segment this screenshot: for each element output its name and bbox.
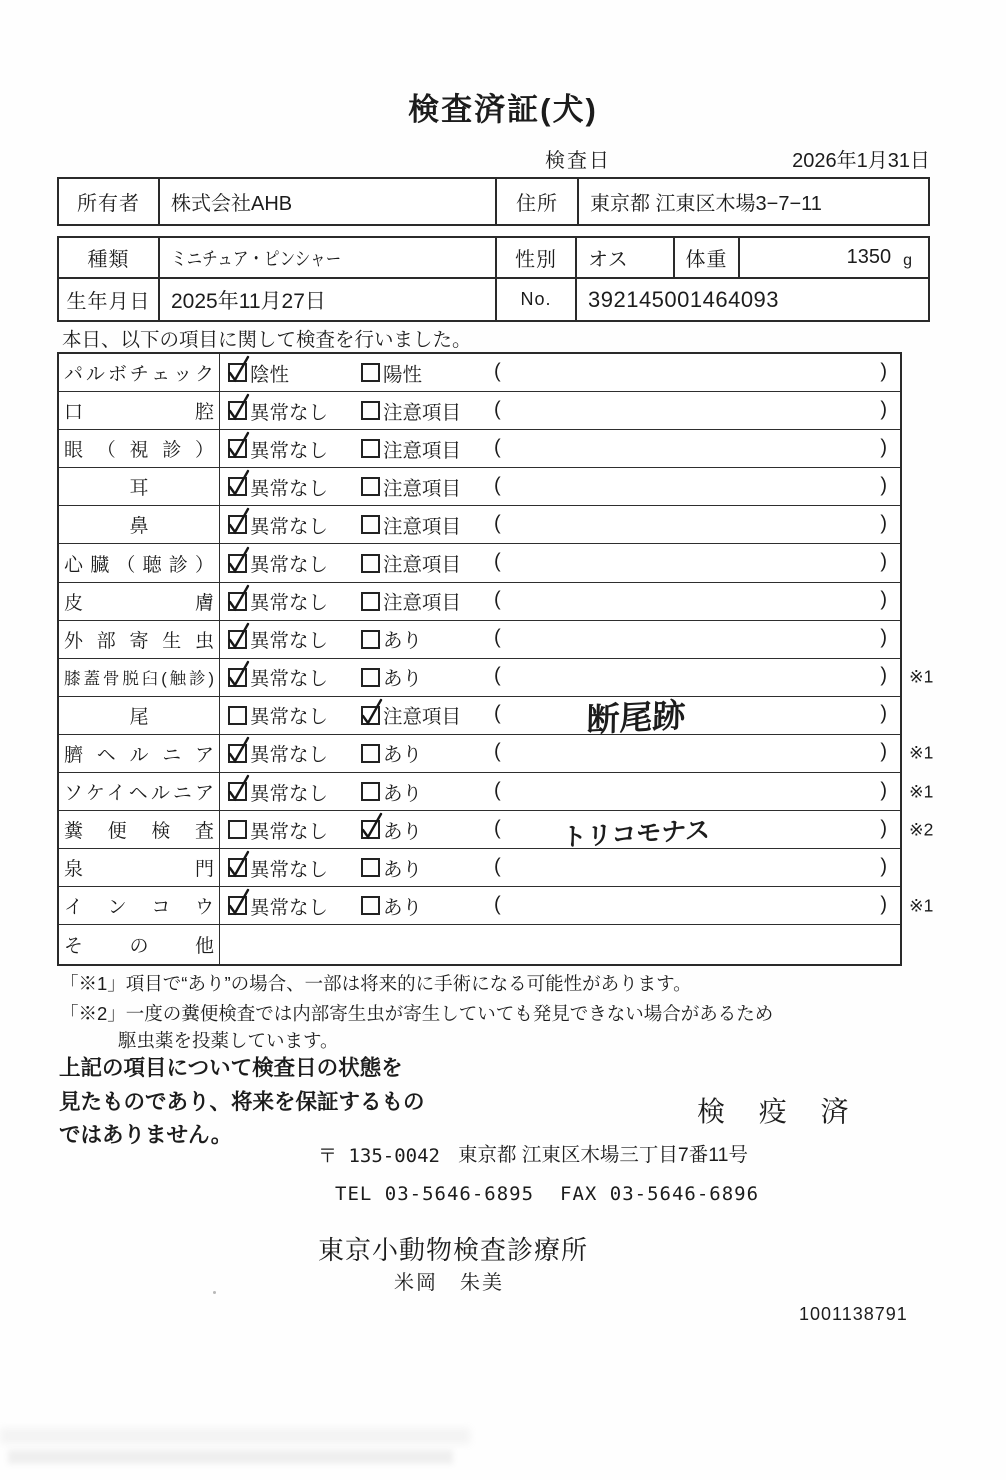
checkbox-caution [361, 439, 380, 458]
option-label: 注意項目 [383, 477, 462, 500]
option-label: 異常なし [250, 515, 329, 538]
exam-item-label: 泉門 [64, 859, 214, 881]
paren-open: ( [494, 778, 501, 801]
checkbox-present [361, 820, 380, 839]
option-2 [361, 701, 461, 729]
option-2 [361, 739, 422, 767]
checkbox-caution [361, 554, 380, 573]
check-mark-icon [226, 657, 252, 691]
checkbox-normal [228, 515, 247, 534]
option-1 [228, 473, 328, 501]
exam-item-label: 臍ヘルニア [64, 744, 214, 766]
checkbox-normal [228, 858, 247, 877]
paren-open: ( [494, 855, 501, 878]
option-label: 注意項目 [383, 515, 462, 538]
option-label: あり [383, 744, 423, 767]
checkbox-normal [228, 820, 247, 839]
paren-open: ( [494, 626, 501, 649]
option-label: 陰性 [250, 363, 290, 386]
address-value: 東京都 江東区木場3−7−11 [590, 193, 822, 215]
checkbox-caution [361, 706, 380, 725]
scan-speck [213, 1291, 216, 1294]
exam-row-mouth [59, 392, 900, 430]
checkbox-present [361, 744, 380, 763]
option-2 [361, 587, 461, 615]
option-1 [228, 511, 328, 539]
option-1 [228, 854, 328, 882]
clinic-address: 東京都 江東区木場三丁目7番11号 [458, 1144, 749, 1166]
option-1 [228, 739, 328, 767]
footnote-1: 「※1」項目で“あり”の場合、一部は将来的に手術になる可能性があります。 [60, 973, 692, 994]
exam-row-parvo [59, 354, 900, 392]
checkbox-normal [228, 630, 247, 649]
option-2 [361, 663, 422, 691]
option-label: あり [383, 858, 423, 881]
birth-label: 生年月日 [59, 279, 160, 320]
paren-open: ( [494, 550, 501, 573]
option-label: 異常なし [250, 592, 329, 615]
exam-item-label: ソケイヘルニア [64, 783, 214, 805]
check-mark-icon [226, 543, 252, 577]
checkbox-caution [361, 477, 380, 496]
clinic-postal-code: 〒 135-0042 [318, 1145, 440, 1167]
sex-value: オス [577, 238, 675, 277]
option-2 [361, 397, 461, 425]
paren-open: ( [494, 474, 501, 497]
option-2 [361, 778, 422, 806]
option-label: あり [383, 782, 423, 805]
check-mark-icon [226, 885, 252, 919]
exam-item-label: パルボチェック [64, 364, 214, 386]
checkbox-normal [228, 896, 247, 915]
clinic-fax: FAX 03-5646-6896 [560, 1183, 760, 1205]
option-label: あり [383, 630, 423, 653]
option-1 [228, 816, 328, 844]
option-label: 注意項目 [383, 554, 462, 577]
option-label: 異常なし [250, 668, 329, 691]
paren-close: ) [880, 664, 887, 687]
exam-row-ectoparasites [59, 621, 900, 659]
footnote-mark: ※1 [909, 895, 934, 916]
checkbox-positive [361, 363, 380, 382]
owner-value: 株式会社AHB [160, 179, 497, 224]
option-2 [361, 625, 422, 653]
checkbox-present [361, 896, 380, 915]
weight-number: 1350 [846, 246, 892, 268]
option-2 [361, 435, 461, 463]
option-1 [228, 549, 328, 577]
checkbox-normal [228, 668, 247, 687]
exam-item-label: 膝蓋骨脱臼(触診) [64, 670, 214, 689]
option-label: あり [383, 668, 423, 691]
exam-row-umbilical-hernia [59, 735, 934, 773]
checkbox-normal [228, 401, 247, 420]
exam-row-fontanelle [59, 849, 900, 887]
page-title: 検査済証(犬) [408, 92, 598, 127]
option-1 [228, 663, 328, 691]
paren-close: ) [880, 588, 887, 611]
clinic-tel: TEL 03-5646-6895 [335, 1183, 535, 1205]
exam-item-label: 口腔 [64, 402, 214, 424]
paren-close: ) [880, 893, 887, 916]
checkbox-normal [228, 554, 247, 573]
scan-smudge [0, 1428, 470, 1444]
paren-close: ) [880, 512, 887, 535]
exam-date-value: 2026年1月31日 [792, 150, 930, 172]
registration-no-label: No. [497, 279, 577, 320]
paren-close: ) [880, 359, 887, 382]
option-label: 注意項目 [383, 706, 462, 729]
option-label: あり [383, 896, 423, 919]
exam-row-eyes [59, 430, 900, 468]
paren-close: ) [880, 817, 887, 840]
check-mark-icon [226, 428, 252, 462]
option-1 [228, 397, 328, 425]
exam-row-patella [59, 659, 934, 697]
owner-label: 所有者 [59, 179, 160, 224]
checkbox-normal [228, 782, 247, 801]
option-2 [361, 511, 461, 539]
option-label: 異常なし [250, 820, 329, 843]
option-label: 異常なし [250, 630, 329, 653]
handwritten-note [516, 348, 756, 361]
footnote-mark: ※2 [909, 819, 934, 840]
exam-item-label: 糞便検査 [64, 821, 214, 843]
exam-item-label: 鼻 [129, 516, 149, 538]
exam-table [57, 352, 934, 966]
option-label: 異常なし [250, 744, 329, 767]
breed-label: 種類 [59, 238, 160, 277]
checkbox-present [361, 630, 380, 649]
option-2 [361, 892, 422, 920]
check-mark-icon [359, 695, 385, 729]
disclaimer [59, 1052, 425, 1153]
footnote-2-line2: 駆虫薬を投薬しています。 [118, 1030, 339, 1051]
option-label: 異常なし [250, 896, 329, 919]
check-mark-icon [226, 504, 252, 538]
breed-value [160, 238, 497, 277]
option-label: あり [383, 820, 423, 843]
exam-date-label: 検査日 [545, 150, 611, 172]
check-mark-icon [226, 352, 252, 386]
clinic-contact [335, 1183, 759, 1205]
checkbox-normal [228, 592, 247, 611]
option-label: 異常なし [250, 554, 329, 577]
checkbox-negative [228, 363, 247, 382]
checkbox-caution [361, 592, 380, 611]
paren-close: ) [880, 855, 887, 878]
check-mark-icon [226, 619, 252, 653]
veterinarian-name: 米岡 朱美 [394, 1272, 504, 1294]
option-2 [361, 549, 461, 577]
registration-no-value: 392145001464093 [588, 286, 780, 312]
option-label: 注意項目 [383, 592, 462, 615]
pet-table [57, 236, 930, 322]
paren-close: ) [880, 626, 887, 649]
checkbox-present [361, 668, 380, 687]
footnote-mark: ※1 [909, 666, 934, 687]
exam-row-skin [59, 583, 900, 621]
option-1 [228, 701, 328, 729]
paren-open: ( [494, 702, 501, 725]
exam-item-label: 外部寄生虫 [64, 630, 214, 652]
exam-row-heart [59, 544, 900, 582]
other-empty-cell [220, 925, 900, 963]
owner-table [57, 177, 930, 226]
checkbox-normal [228, 439, 247, 458]
paren-close: ) [880, 550, 887, 573]
checkbox-present [361, 858, 380, 877]
paren-open: ( [494, 436, 501, 459]
footnote-mark: ※1 [909, 742, 934, 763]
birth-value: 2025年11月27日 [160, 279, 497, 320]
exam-row-tail [59, 695, 900, 740]
serial-number: 1001138791 [799, 1304, 908, 1324]
option-label: 異常なし [250, 439, 329, 462]
checkbox-present [361, 782, 380, 801]
option-label: 異常なし [250, 477, 329, 500]
exam-row-nose [59, 506, 900, 544]
weight-value [740, 238, 928, 277]
check-mark-icon [359, 809, 385, 843]
option-2 [361, 359, 422, 387]
exam-item-label: インコウ [64, 897, 214, 919]
check-mark-icon [226, 581, 252, 615]
handwritten-note-fecal: トリコモナス [561, 815, 711, 853]
weight-unit: g [903, 251, 912, 269]
check-mark-icon [226, 771, 252, 805]
paren-open: ( [494, 893, 501, 916]
exam-item-label: 眼（視診） [64, 440, 214, 462]
scan-smudge [8, 1450, 453, 1464]
checkbox-normal [228, 706, 247, 725]
paren-open: ( [494, 817, 501, 840]
option-2 [361, 473, 461, 501]
paren-close: ) [880, 778, 887, 801]
paren-close: ) [880, 436, 887, 459]
paren-close: ) [880, 474, 887, 497]
disclaimer-line2: 見たものであり、将来を保証するもの [59, 1089, 425, 1114]
handwritten-note-tail: 断尾跡 [586, 695, 686, 740]
address-label: 住所 [497, 179, 579, 224]
exam-row-ears [59, 468, 900, 506]
paren-close: ) [880, 397, 887, 420]
option-1 [228, 587, 328, 615]
check-mark-icon [226, 847, 252, 881]
exam-row-other [59, 925, 900, 963]
exam-item-label: 皮膚 [64, 592, 214, 614]
sex-label: 性別 [497, 238, 577, 277]
option-label: 注意項目 [383, 401, 462, 424]
paren-open: ( [494, 359, 501, 382]
exam-row-inkou [59, 887, 934, 925]
checkbox-normal [228, 744, 247, 763]
paren-open: ( [494, 397, 501, 420]
option-1 [228, 625, 328, 653]
pet-row-2 [59, 279, 928, 320]
option-1 [228, 435, 328, 463]
clinic-name: 東京小動物検査診療所 [318, 1235, 589, 1265]
check-mark-icon [226, 733, 252, 767]
exam-item-label: その他 [64, 935, 214, 957]
check-mark-icon [226, 390, 252, 424]
option-1 [228, 778, 328, 806]
option-2 [361, 854, 422, 882]
paren-open: ( [494, 664, 501, 687]
disclaimer-line3: ではありません。 [59, 1123, 233, 1147]
pet-row-1 [59, 238, 928, 279]
paren-close: ) [880, 740, 887, 763]
option-label: 異常なし [250, 401, 329, 424]
paren-open: ( [494, 512, 501, 535]
exam-item-label: 尾 [129, 706, 149, 728]
option-label: 異常なし [250, 706, 329, 729]
exam-row-inguinal-hernia [59, 773, 934, 811]
exam-item-label: 耳 [129, 478, 149, 500]
footnote-2-line1: 「※2」一度の糞便検査では内部寄生虫が寄生していても発見できない場合があるため [60, 1003, 774, 1024]
exam-item-label: 心臓（聴診） [64, 554, 214, 576]
option-label: 陽性 [383, 363, 423, 386]
exam-row-fecal [59, 811, 934, 853]
option-1 [228, 892, 328, 920]
paren-close: ) [880, 702, 887, 725]
option-label: 注意項目 [383, 439, 462, 462]
option-1 [228, 359, 289, 387]
option-2 [361, 816, 422, 844]
option-label: 異常なし [250, 858, 329, 881]
check-mark-icon [226, 466, 252, 500]
weight-label: 体重 [675, 238, 740, 277]
checkbox-caution [361, 515, 380, 534]
paren-open: ( [494, 740, 501, 763]
footnote-mark: ※1 [909, 781, 934, 802]
disclaimer-line1: 上記の項目について検査日の状態を [59, 1056, 403, 1080]
intro-text: 本日、以下の項目に関して検査を行いました。 [62, 329, 472, 351]
checkbox-caution [361, 401, 380, 420]
checkbox-normal [228, 477, 247, 496]
paren-open: ( [494, 588, 501, 611]
breed-text: ミニチュア・ピンシャー [171, 249, 342, 270]
option-label: 異常なし [250, 782, 329, 805]
quarantine-stamp: 検 疫 済 [697, 1096, 862, 1127]
